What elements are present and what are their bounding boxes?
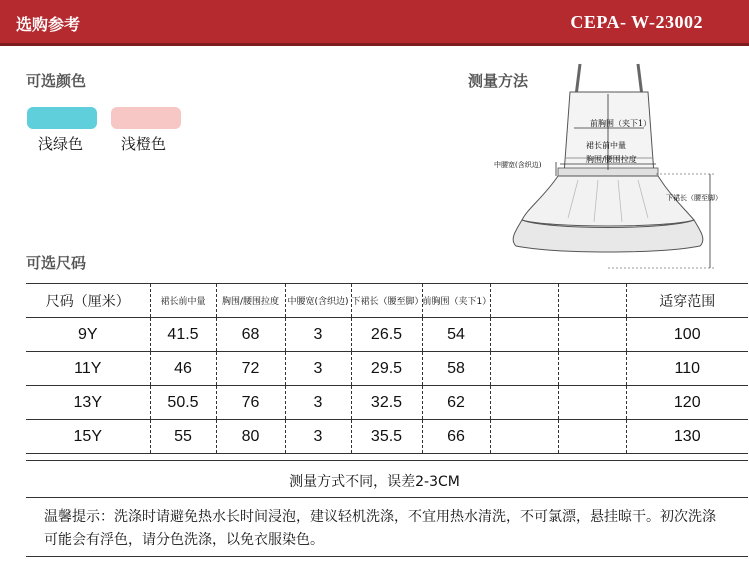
color-label-light-green: 浅绿色 bbox=[38, 135, 84, 153]
size-table bbox=[26, 283, 748, 454]
cell bbox=[490, 420, 558, 454]
cell: 66 bbox=[422, 420, 490, 454]
tolerance-note: 测量方式不同，误差2-3CM bbox=[289, 474, 460, 490]
cell-fit: 100 bbox=[626, 318, 748, 352]
cell: 32.5 bbox=[351, 386, 422, 420]
header-bar bbox=[0, 0, 749, 46]
table-header-row bbox=[26, 284, 748, 318]
care-tips: 温馨提示：洗涤时请避免热水长时间浸泡，建议轻机洗涤，不宜用热水清洗，不可氯漂，悬挂晾干。初次洗涤可能会有浮色，请分色洗涤，以免衣服染色。 bbox=[44, 509, 716, 548]
header-title: 选购参考 bbox=[16, 15, 81, 34]
header-skirt-length: 下裙长（腰至脚） bbox=[351, 284, 422, 318]
header-fit-range: 适穿范围 bbox=[626, 284, 748, 318]
cell: 50.5 bbox=[150, 386, 216, 420]
cell bbox=[490, 318, 558, 352]
color-swatch-light-green[interactable] bbox=[27, 107, 97, 129]
cell: 76 bbox=[216, 386, 285, 420]
header-waist-width: 中腰宽(含织边) bbox=[285, 284, 351, 318]
label-lower-skirt: 下裙长（腰至脚） bbox=[666, 194, 722, 202]
cell-fit: 110 bbox=[626, 352, 748, 386]
divider-middle bbox=[26, 497, 748, 498]
cell bbox=[558, 420, 626, 454]
left-strap bbox=[576, 64, 580, 96]
product-code: CEPA- W-23002 bbox=[570, 12, 703, 32]
table-row bbox=[26, 386, 748, 420]
cell bbox=[558, 386, 626, 420]
cell: 68 bbox=[216, 318, 285, 352]
cell-size: 13Y bbox=[26, 386, 150, 420]
cell bbox=[490, 386, 558, 420]
cell: 29.5 bbox=[351, 352, 422, 386]
cell: 35.5 bbox=[351, 420, 422, 454]
divider-top bbox=[26, 460, 748, 461]
cell: 26.5 bbox=[351, 318, 422, 352]
cell-size: 9Y bbox=[26, 318, 150, 352]
cell: 3 bbox=[285, 352, 351, 386]
header-chest-waist: 胸围/腰围拉度 bbox=[216, 284, 285, 318]
header-empty-1 bbox=[490, 284, 558, 318]
cell: 41.5 bbox=[150, 318, 216, 352]
cell: 3 bbox=[285, 420, 351, 454]
cell: 55 bbox=[150, 420, 216, 454]
cell bbox=[558, 318, 626, 352]
table-row bbox=[26, 318, 748, 352]
cell-fit: 130 bbox=[626, 420, 748, 454]
header-front-chest: 前胸围（夹下1） bbox=[422, 284, 490, 318]
measure-section-title: 测量方法 bbox=[468, 72, 529, 90]
label-waist-width: 中腰宽(含织边) bbox=[494, 161, 542, 169]
cell bbox=[558, 352, 626, 386]
table-row bbox=[26, 420, 748, 454]
cell: 62 bbox=[422, 386, 490, 420]
divider-bottom bbox=[26, 556, 748, 557]
cell: 3 bbox=[285, 386, 351, 420]
header-size: 尺码（厘米） bbox=[26, 284, 150, 318]
cell: 3 bbox=[285, 318, 351, 352]
table-row bbox=[26, 352, 748, 386]
label-front-chest: 前胸围（夹下1） bbox=[590, 119, 652, 128]
cell: 46 bbox=[150, 352, 216, 386]
cell: 80 bbox=[216, 420, 285, 454]
cell-size: 11Y bbox=[26, 352, 150, 386]
cell bbox=[490, 352, 558, 386]
sizes-section-title: 可选尺码 bbox=[26, 254, 87, 272]
header-front-length: 裙长前中量 bbox=[150, 284, 216, 318]
header-empty-2 bbox=[558, 284, 626, 318]
dress-measure-diagram bbox=[488, 58, 728, 280]
color-swatch-light-orange[interactable] bbox=[111, 107, 181, 129]
cell: 54 bbox=[422, 318, 490, 352]
color-label-light-orange: 浅橙色 bbox=[121, 135, 167, 153]
cell: 58 bbox=[422, 352, 490, 386]
label-skirt-front-center: 裙长前中量 bbox=[586, 141, 626, 150]
cell: 72 bbox=[216, 352, 285, 386]
label-chest-waist-stretch: 胸围/腰围拉度 bbox=[586, 155, 637, 164]
right-strap bbox=[638, 64, 642, 96]
cell-fit: 120 bbox=[626, 386, 748, 420]
cell-size: 15Y bbox=[26, 420, 150, 454]
colors-section-title: 可选颜色 bbox=[26, 72, 87, 90]
